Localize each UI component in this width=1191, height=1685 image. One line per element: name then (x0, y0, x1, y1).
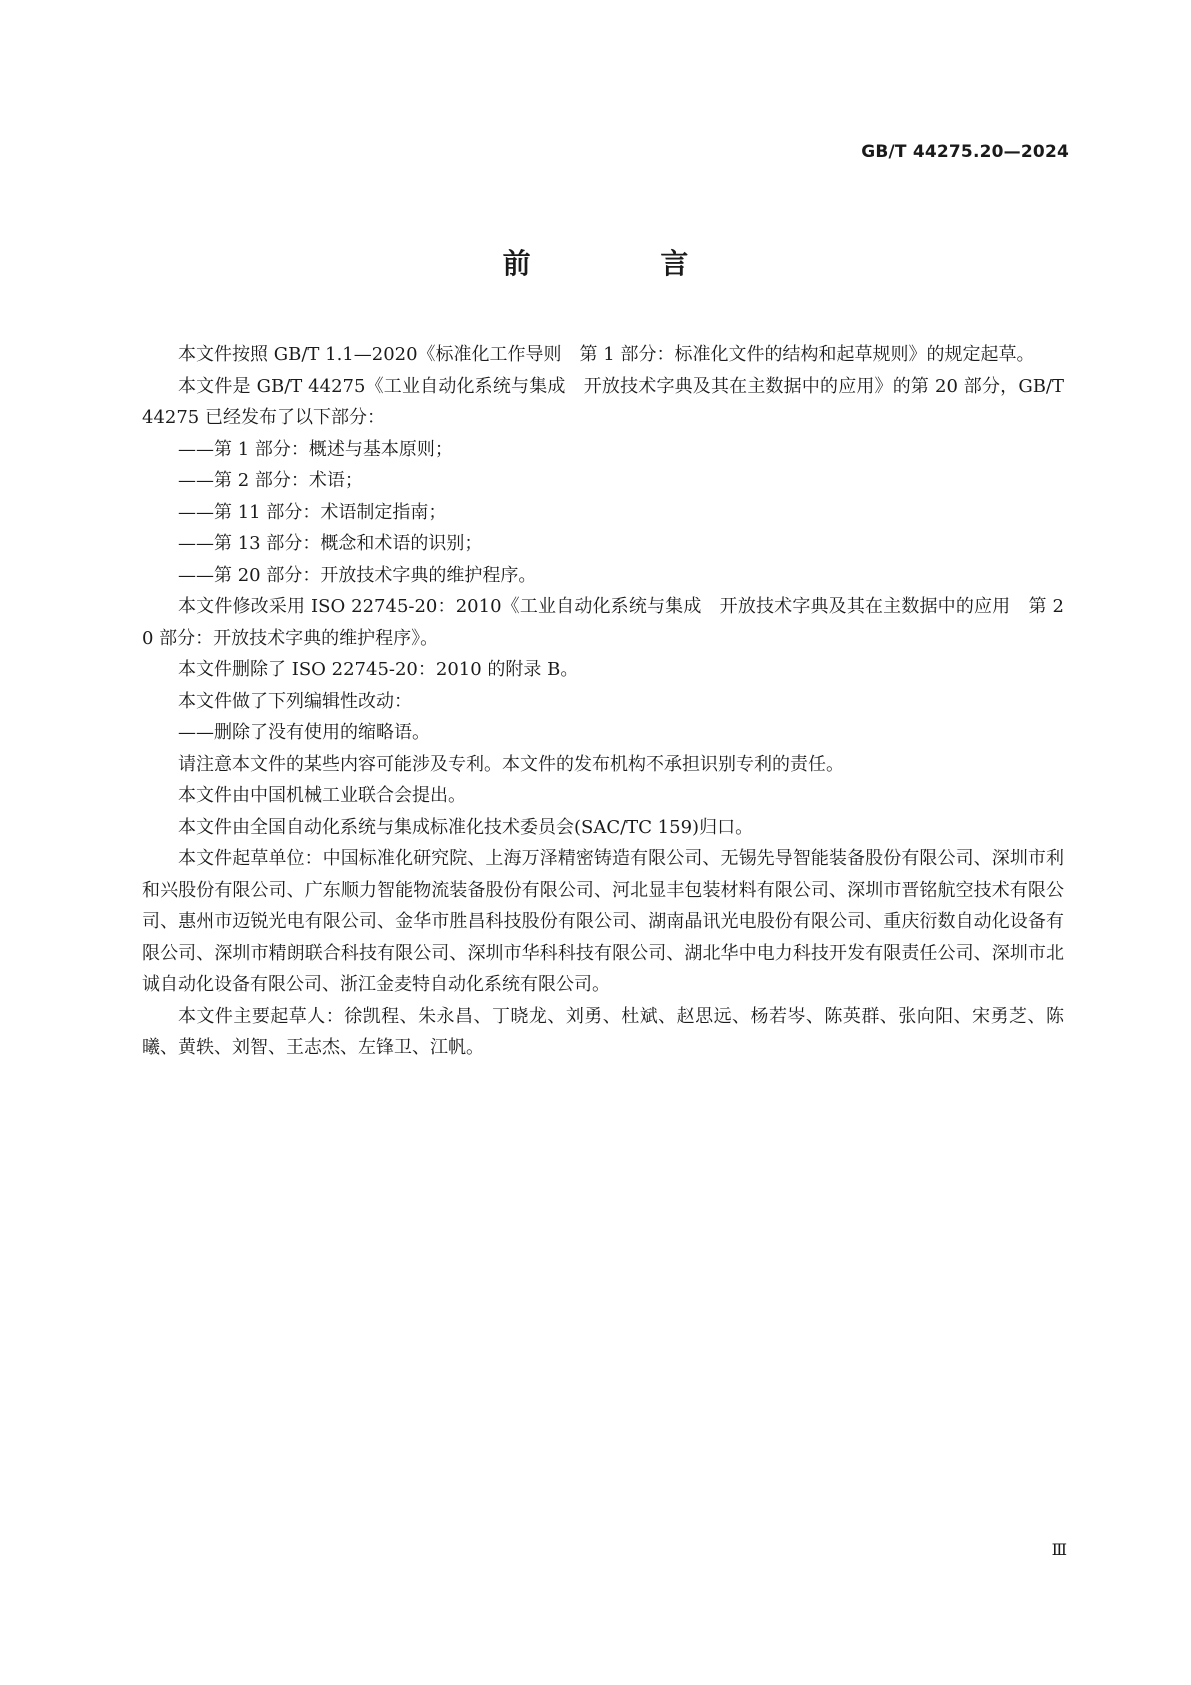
list-item: ——第 11 部分：术语制定指南； (178, 501, 447, 523)
paragraph-drafting-rules: 本文件按照 GB/T 1.1—2020《标准化工作导则 第 1 部分：标准化文件的结构和起草规则》的规定起草。 (178, 344, 1035, 365)
list-item: ——第 20 部分：开放技术字典的维护程序。 (178, 564, 537, 586)
document-code: GB/T 44275.20—2024 (861, 142, 1069, 162)
paragraph-deletion: 本文件删除了 ISO 22745-20：2010 的附录 B。 (178, 659, 579, 680)
paragraph-patent-notice: 请注意本文件的某些内容可能涉及专利。本文件的发布机构不承担识别专利的责任。 (178, 753, 844, 775)
paragraph-series-intro: 本文件是 GB/T 44275《工业自动化系统与集成 开放技术字典及其在主数据中的应用》的第 20 部分，GB/T 44275 已经发布了以下部分： (142, 375, 1064, 428)
page-title: 前 言 (502, 247, 749, 280)
paragraph-drafters: 本文件主要起草人：徐凯程、朱永昌、丁晓龙、刘勇、杜斌、赵思远、杨若岑、陈英群、张向阳、宋勇芝、陈曦、黄轶、刘智、王志杰、左锋卫、江帆。 (142, 1005, 1064, 1058)
editorial-changes-list (142, 717, 1064, 749)
list-item: ——第 1 部分：概述与基本原则； (178, 438, 453, 460)
paragraph-proposer: 本文件由中国机械工业联合会提出。 (178, 785, 466, 806)
foreword-body (142, 339, 1064, 1064)
list-item: ——删除了没有使用的缩略语。 (178, 722, 430, 743)
paragraph-adoption: 本文件修改采用 ISO 22745-20：2010《工业自动化系统与集成 开放技术字典及其在主数据中的应用 第 20 部分：开放技术字典的维护程序》。 (142, 596, 1064, 649)
paragraph-committee: 本文件由全国自动化系统与集成标准化技术委员会(SAC/TC 159)归口。 (178, 816, 754, 838)
page-number: Ⅲ (1051, 1540, 1067, 1559)
list-item: ——第 2 部分：术语； (178, 470, 363, 491)
published-parts-list (142, 434, 1064, 592)
list-item: ——第 13 部分：概念和术语的识别； (178, 533, 483, 554)
paragraph-editorial-intro: 本文件做了下列编辑性改动： (178, 690, 412, 712)
paragraph-drafting-units: 本文件起草单位：中国标准化研究院、上海万泽精密铸造有限公司、无锡先导智能装备股份有限公司、深圳市利和兴股份有限公司、广东顺力智能物流装备股份有限公司、河北显丰包装材料有限公司、深圳市晋铭航空技术有限公司、惠州市迈锐光电有限公司、金华市胜昌科技股份有限公司、湖南晶讯光电股份有限公司、重庆衍数自动化设备有限公司、深圳市精朗联合科技有限公司、深圳市华科科技有限公司、湖北华中电力科技开发有限责任公司、深圳市北诚自动化设备有限公司、浙江金麦特自动化系统有限公司。 (142, 848, 1064, 995)
